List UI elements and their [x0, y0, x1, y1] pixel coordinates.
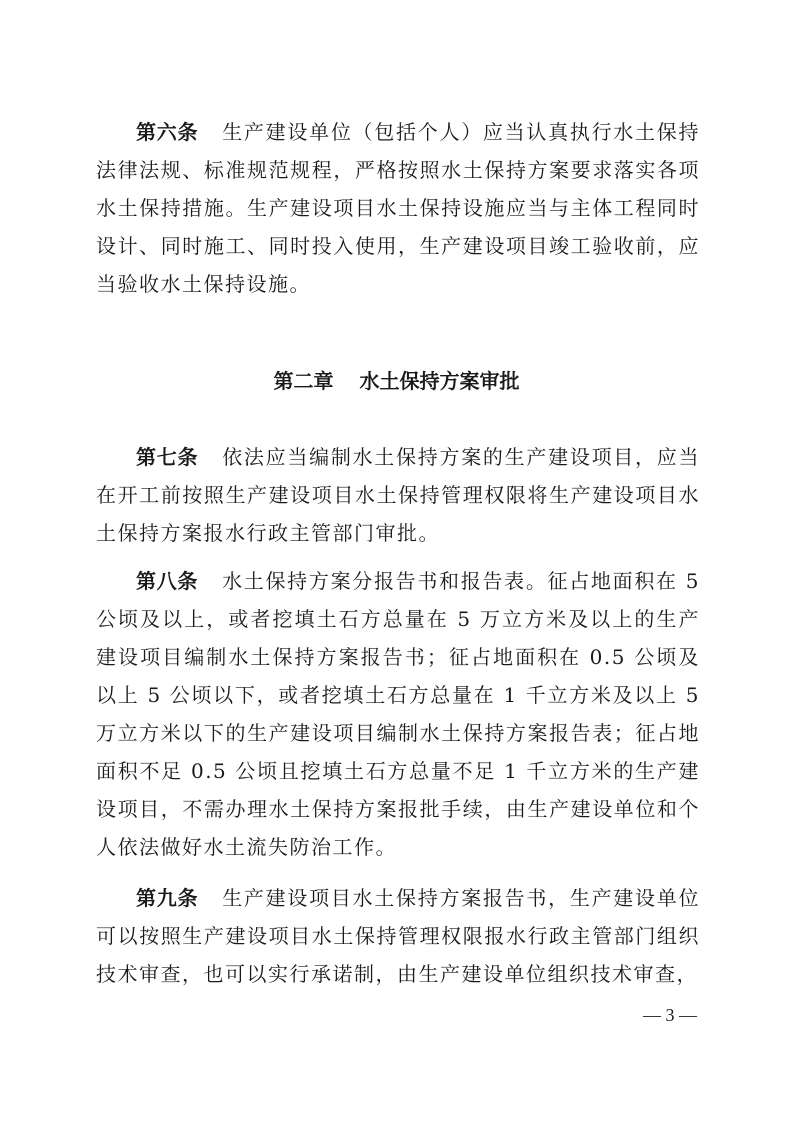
chapter-title: 水土保持方案审批	[359, 369, 520, 393]
article-8-text: 水土保持方案分报告书和报告表。征占地面积在 5 公顷及以上，或者挖填土石方总量在 5 万立方米及以上的生产建设项目编制水土保持方案报告书；征占地面积在 0.5 公顷及以上 5 公顷以下，或者挖填土石方总量在 1 千立方米及以上 5 万立方米以下的生产建设项目编制水土保持方案报告表；征占地面积不足 0.5 公顷且挖填土石方总量不足 1 千立方米的生产建设项目，不需办理水土保持方案报批手续，由生产建设单位和个人依法做好水土流失防治工作。	[96, 569, 700, 859]
article-7-text: 依法应当编制水土保持方案的生产建设项目，应当在开工前按照生产建设项目水土保持管理权限将生产建设项目水土保持方案报水行政主管部门审批。	[96, 445, 700, 545]
article-7-label: 第七条	[136, 445, 199, 469]
article-6-paragraph	[96, 113, 700, 303]
chapter-number: 第二章	[273, 369, 334, 393]
article-9-label: 第九条	[136, 886, 199, 910]
article-6-label: 第六条	[136, 120, 199, 144]
page-number: — 3 —	[643, 1005, 697, 1025]
article-8-label: 第八条	[136, 569, 199, 593]
article-7-paragraph	[96, 438, 700, 552]
article-8-paragraph	[96, 562, 700, 866]
chapter-heading	[0, 362, 793, 400]
article-6-text: 生产建设单位（包括个人）应当认真执行水土保持法律法规、标准规范规程，严格按照水土保持方案要求落实各项水土保持措施。生产建设项目水土保持设施应当与主体工程同时设计、同时施工、同时投入使用，生产建设项目竣工验收前，应当验收水土保持设施。	[96, 120, 700, 296]
article-9-paragraph	[96, 879, 700, 993]
article-9-text: 生产建设项目水土保持方案报告书，生产建设单位可以按照生产建设项目水土保持管理权限报水行政主管部门组织技术审查，也可以实行承诺制，由生产建设单位组织技术审查，	[96, 886, 700, 986]
